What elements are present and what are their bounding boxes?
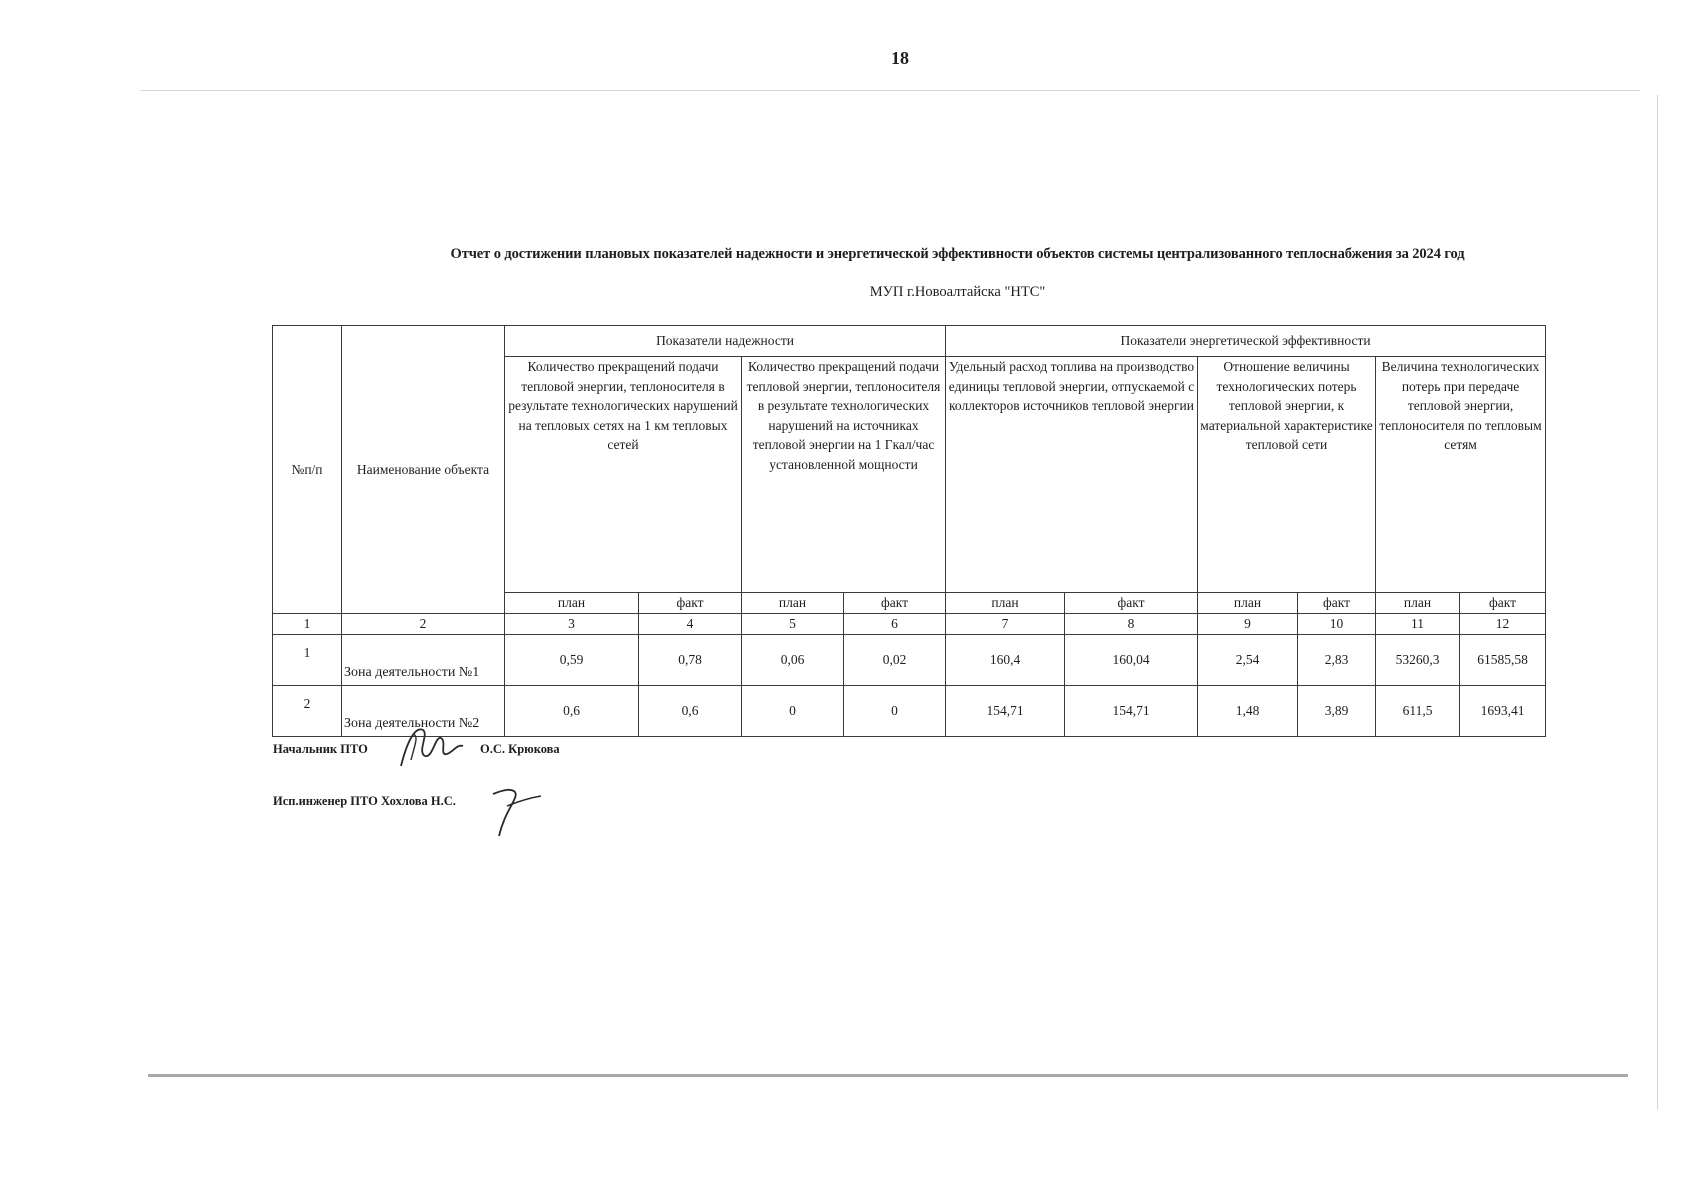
table-cell: 154,71 xyxy=(1065,686,1198,737)
organization-name: МУП г.Новоалтайска "НТС" xyxy=(869,284,1046,300)
fact-header: факт xyxy=(1065,593,1198,614)
table-cell: 61585,58 xyxy=(1460,635,1546,686)
indicator-header: Удельный расход топлива на производство единицы тепловой энергии, отпускаемой с коллекторов источников тепловой энергии xyxy=(946,357,1198,593)
col-name-header: Наименование объекта xyxy=(342,326,505,614)
plan-header: план xyxy=(946,593,1065,614)
table-cell: 154,71 xyxy=(946,686,1065,737)
table-cell: 1,48 xyxy=(1198,686,1298,737)
table-cell: 0,6 xyxy=(505,686,639,737)
scan-bottom-edge xyxy=(148,1074,1628,1077)
column-number: 7 xyxy=(946,614,1065,635)
page-number: 18 xyxy=(891,48,909,68)
column-number: 1 xyxy=(273,614,342,635)
column-number: 5 xyxy=(742,614,844,635)
group-reliability-header: Показатели надежности xyxy=(505,326,946,357)
report-title: Отчет о достижении плановых показателей надежности и энергетической эффективности объектов системы централизованного теплоснабжения за 2024 год xyxy=(450,246,1465,262)
indicator-header: Количество прекращений подачи тепловой энергии, теплоносителя в результате технологических нарушений на источниках тепловой энергии на 1 Гкал/час установленной мощности xyxy=(742,357,946,593)
indicator-header: Количество прекращений подачи тепловой энергии, теплоносителя в результате технологических нарушений на тепловых сетях на 1 км тепловых сетей xyxy=(505,357,742,593)
column-number: 9 xyxy=(1198,614,1298,635)
head-position: Начальник ПТО xyxy=(273,742,368,756)
fact-header: факт xyxy=(1298,593,1376,614)
table-cell: 160,04 xyxy=(1065,635,1198,686)
engineer-signature xyxy=(485,780,555,842)
table-cell: 0,59 xyxy=(505,635,639,686)
object-name: Зона деятельности №2 xyxy=(342,686,505,737)
column-number: 6 xyxy=(844,614,946,635)
head-name: О.С. Крюкова xyxy=(480,742,560,756)
table-cell: 53260,3 xyxy=(1376,635,1460,686)
table-cell: 0,02 xyxy=(844,635,946,686)
column-number: 12 xyxy=(1460,614,1546,635)
col-index-header: №п/п xyxy=(273,326,342,614)
head-signature xyxy=(395,722,465,774)
plan-header: план xyxy=(1198,593,1298,614)
column-number: 10 xyxy=(1298,614,1376,635)
indicator-header: Величина технологических потерь при передаче тепловой энергии, теплоносителя по тепловым сетям xyxy=(1376,357,1546,593)
column-number: 4 xyxy=(639,614,742,635)
fact-header: факт xyxy=(1460,593,1546,614)
table-cell: 2,54 xyxy=(1198,635,1298,686)
column-number: 2 xyxy=(342,614,505,635)
row-index: 2 xyxy=(273,686,342,737)
plan-header: план xyxy=(1376,593,1460,614)
indicators-table xyxy=(272,325,1546,737)
column-number: 8 xyxy=(1065,614,1198,635)
table-cell: 160,4 xyxy=(946,635,1065,686)
table-cell: 0 xyxy=(742,686,844,737)
column-number: 3 xyxy=(505,614,639,635)
object-name: Зона деятельности №1 xyxy=(342,635,505,686)
table-cell: 0 xyxy=(844,686,946,737)
indicator-header: Отношение величины технологических потерь тепловой энергии, к материальной характеристике тепловой сети xyxy=(1198,357,1376,593)
table-cell: 0,06 xyxy=(742,635,844,686)
table-cell: 0,78 xyxy=(639,635,742,686)
plan-header: план xyxy=(742,593,844,614)
table-cell: 3,89 xyxy=(1298,686,1376,737)
plan-header: план xyxy=(505,593,639,614)
table-cell: 611,5 xyxy=(1376,686,1460,737)
table-cell: 1693,41 xyxy=(1460,686,1546,737)
table-cell: 0,6 xyxy=(639,686,742,737)
fact-header: факт xyxy=(639,593,742,614)
scan-top-edge xyxy=(140,90,1640,91)
group-efficiency-header: Показатели энергетической эффективности xyxy=(946,326,1546,357)
table-row xyxy=(273,635,1546,686)
row-index: 1 xyxy=(273,635,342,686)
column-number: 11 xyxy=(1376,614,1460,635)
fact-header: факт xyxy=(844,593,946,614)
engineer-line: Иcп.инженер ПТО Хохлова Н.С. xyxy=(273,794,456,808)
column-number-row xyxy=(273,614,1546,635)
table-cell: 2,83 xyxy=(1298,635,1376,686)
